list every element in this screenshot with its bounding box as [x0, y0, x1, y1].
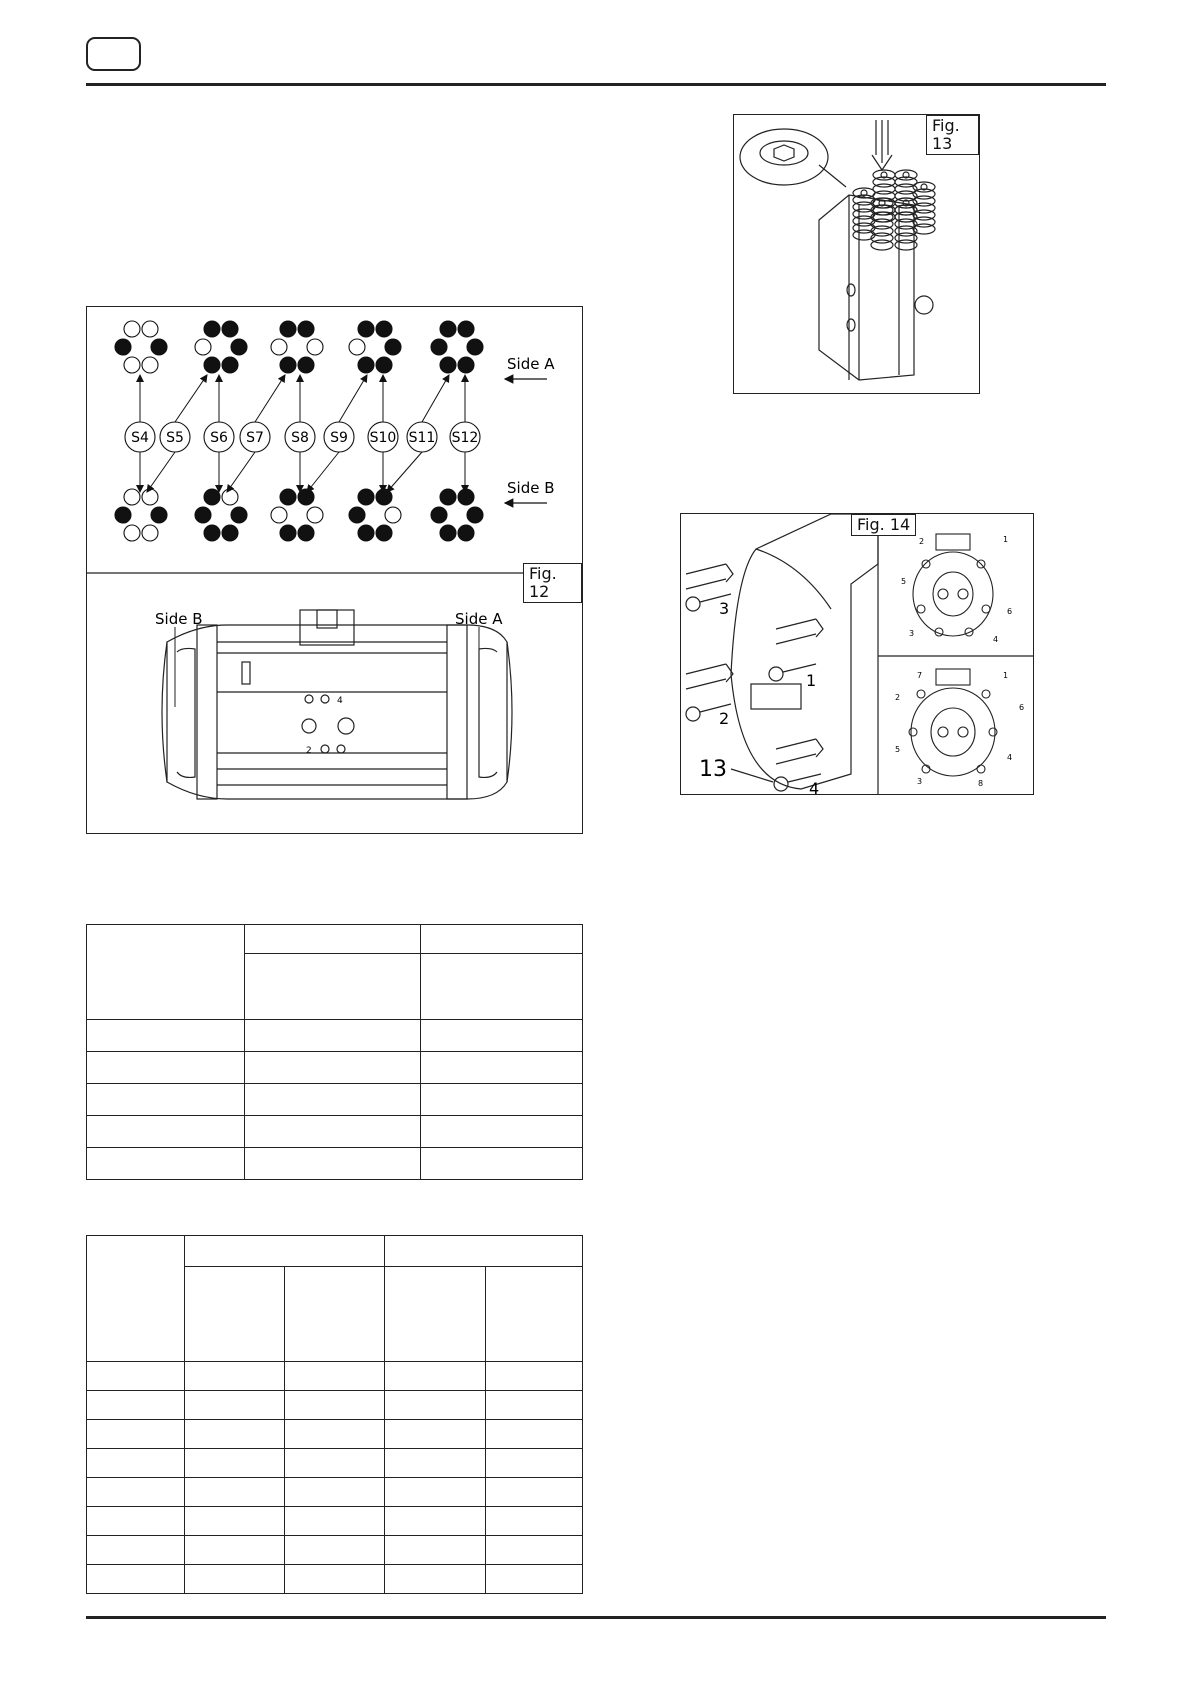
spring-position-top-1-5	[222, 357, 238, 373]
spring-position-bottom-1-0	[204, 489, 220, 505]
spring-position-top-1-4	[204, 357, 220, 373]
spring-position-bottom-3-3	[385, 507, 401, 523]
figure-12-label: Fig. 12	[523, 563, 582, 603]
spring-position-top-0-4	[124, 357, 140, 373]
spring-position-top-0-3	[151, 339, 167, 355]
spring-position-top-2-0	[280, 321, 296, 337]
side-b-label: Side B	[507, 479, 555, 497]
bottom-side-b-label: Side B	[155, 610, 203, 628]
spring-position-bottom-4-2	[431, 507, 447, 523]
spring-position-top-2-5	[298, 357, 314, 373]
spring-position-bottom-0-0	[124, 489, 140, 505]
lower-view-number-3: 6	[1019, 703, 1025, 712]
header-rule	[86, 83, 1106, 86]
spring-position-bottom-0-5	[142, 525, 158, 541]
figure-12	[86, 306, 583, 834]
spring-cartridge-illustration	[734, 115, 979, 393]
lower-view-number-5: 4	[1007, 753, 1013, 762]
spring-position-top-3-2	[349, 339, 365, 355]
spring-position-bottom-4-1	[458, 489, 474, 505]
spring-position-top-1-2	[195, 339, 211, 355]
spring-position-bottom-1-2	[195, 507, 211, 523]
spring-position-bottom-2-5	[298, 525, 314, 541]
spring-label-s11: S11	[408, 430, 436, 446]
lower-view-number-1: 1	[1003, 671, 1009, 680]
spring-label-s8: S8	[291, 430, 309, 446]
figure-13	[733, 114, 980, 394]
lower-view-number-6: 3	[917, 777, 923, 786]
spring-position-top-4-5	[458, 357, 474, 373]
spring-position-bottom-0-2	[115, 507, 131, 523]
spring-position-top-3-0	[358, 321, 374, 337]
upper-view-number-3: 6	[1007, 607, 1013, 616]
spring-label-s10: S10	[369, 430, 397, 446]
spring-position-top-2-1	[298, 321, 314, 337]
spring-position-top-0-1	[142, 321, 158, 337]
spring-position-top-2-2	[271, 339, 287, 355]
spring-position-top-3-1	[376, 321, 392, 337]
figure-14	[680, 513, 1034, 795]
spring-label-s9: S9	[330, 430, 348, 446]
spring-configuration-diagram	[87, 307, 582, 833]
spring-position-bottom-2-2	[271, 507, 287, 523]
spring-position-bottom-0-1	[142, 489, 158, 505]
bolt-label-4: 4	[809, 779, 820, 794]
lower-view-number-7: 8	[978, 779, 984, 788]
table-1	[86, 924, 583, 1180]
spring-position-top-1-1	[222, 321, 238, 337]
spring-position-top-0-0	[124, 321, 140, 337]
spring-position-bottom-2-3	[307, 507, 323, 523]
footer-rule	[86, 1616, 1106, 1619]
bolt-label-13: 13	[699, 757, 727, 782]
figure-14-label: Fig. 14	[851, 514, 916, 536]
spring-position-bottom-1-5	[222, 525, 238, 541]
bolt-label-3: 3	[719, 599, 730, 618]
spring-position-top-4-1	[458, 321, 474, 337]
spring-position-bottom-3-1	[376, 489, 392, 505]
bolt-label-2: 2	[719, 709, 730, 728]
spring-position-bottom-0-3	[151, 507, 167, 523]
table-2	[86, 1235, 583, 1594]
spring-label-s7: S7	[246, 430, 264, 446]
upper-view-number-5: 4	[993, 635, 999, 644]
spring-label-s5: S5	[166, 430, 184, 446]
upper-view-number-4: 3	[909, 629, 915, 638]
spring-position-top-3-5	[376, 357, 392, 373]
spring-position-top-3-4	[358, 357, 374, 373]
port-2-label: 2	[306, 746, 312, 756]
bottom-side-a-label: Side A	[455, 610, 503, 628]
lower-view-number-2: 2	[895, 693, 901, 702]
upper-view-number-0: 2	[919, 537, 925, 546]
spring-position-top-1-0	[204, 321, 220, 337]
spring-position-top-3-3	[385, 339, 401, 355]
upper-view-number-1: 1	[1003, 535, 1009, 544]
spring-position-top-4-0	[440, 321, 456, 337]
spring-label-s4: S4	[131, 430, 149, 446]
spring-position-bottom-4-0	[440, 489, 456, 505]
spring-position-bottom-2-4	[280, 525, 296, 541]
upper-view-number-2: 5	[901, 577, 907, 586]
bolt-label-1: 1	[806, 671, 817, 690]
spring-position-top-4-3	[467, 339, 483, 355]
spring-position-bottom-4-5	[458, 525, 474, 541]
spring-position-top-4-4	[440, 357, 456, 373]
spring-position-top-4-2	[431, 339, 447, 355]
spring-position-top-1-3	[231, 339, 247, 355]
spring-position-bottom-4-3	[467, 507, 483, 523]
language-badge	[86, 37, 141, 71]
spring-position-top-0-5	[142, 357, 158, 373]
side-a-label: Side A	[507, 355, 555, 373]
lower-view-number-0: 7	[917, 671, 923, 680]
spring-position-top-0-2	[115, 339, 131, 355]
spring-position-top-2-4	[280, 357, 296, 373]
spring-position-bottom-3-0	[358, 489, 374, 505]
spring-position-bottom-3-4	[358, 525, 374, 541]
spring-position-bottom-3-5	[376, 525, 392, 541]
lower-view-number-4: 5	[895, 745, 901, 754]
port-4-label: 4	[337, 696, 343, 706]
spring-position-bottom-1-1	[222, 489, 238, 505]
spring-position-bottom-2-0	[280, 489, 296, 505]
spring-position-bottom-1-3	[231, 507, 247, 523]
spring-position-bottom-4-4	[440, 525, 456, 541]
spring-label-s6: S6	[210, 430, 228, 446]
figure-13-label: Fig. 13	[926, 115, 979, 155]
spring-position-bottom-3-2	[349, 507, 365, 523]
spring-position-top-2-3	[307, 339, 323, 355]
spring-position-bottom-0-4	[124, 525, 140, 541]
spring-label-s12: S12	[451, 430, 479, 446]
bolt-tightening-sequence-illustration	[681, 514, 1033, 794]
spring-position-bottom-1-4	[204, 525, 220, 541]
